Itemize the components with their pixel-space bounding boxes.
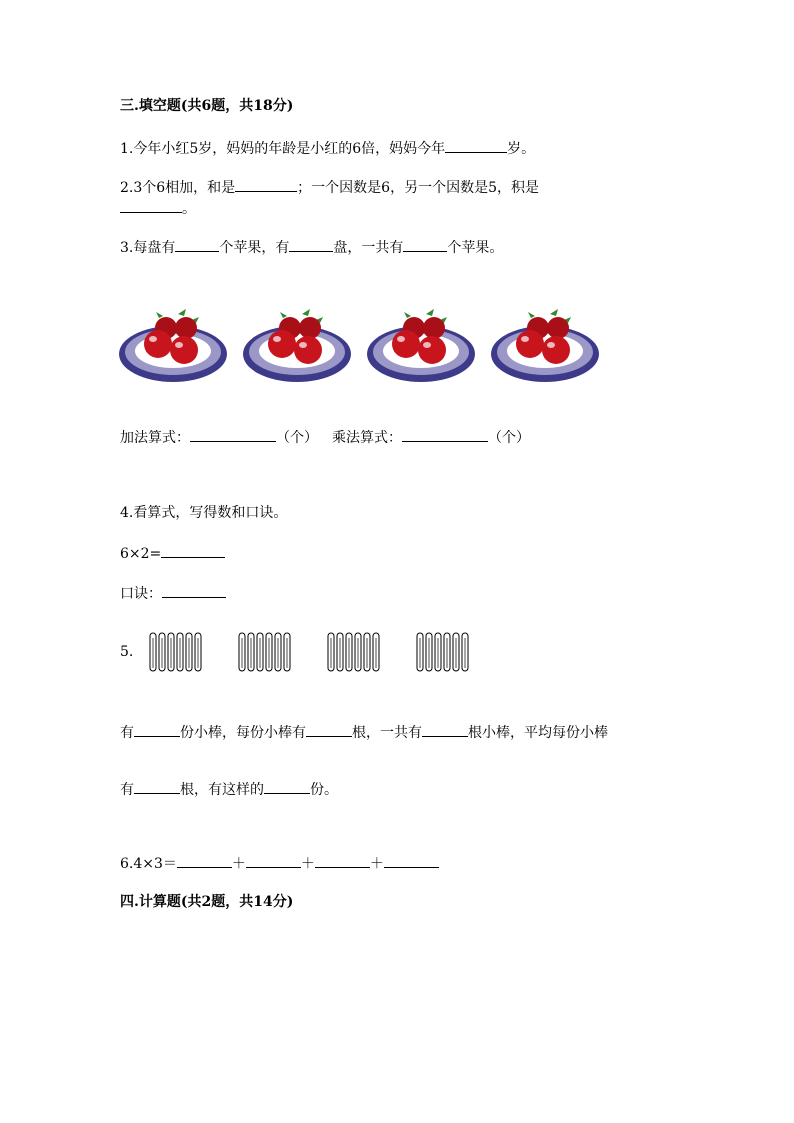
addition-blank[interactable] — [190, 427, 276, 442]
answer-blank[interactable] — [161, 543, 225, 558]
answer-blank[interactable] — [306, 722, 352, 737]
question-4-equation — [120, 543, 225, 563]
answer-blank[interactable] — [175, 237, 219, 252]
question-4: 4.看算式，写得数和口诀。 — [120, 505, 288, 521]
q5-text: 根，一共有 — [352, 725, 422, 741]
question-1-text: 1.今年小红5岁，妈妈的年龄是小红的6倍，妈妈今年 — [120, 141, 446, 157]
answer-blank[interactable] — [445, 138, 507, 153]
question-6 — [120, 853, 439, 873]
stick-group — [415, 632, 473, 672]
q5-text: 份。 — [310, 782, 338, 798]
answer-blank[interactable] — [120, 198, 182, 213]
answer-blank[interactable] — [162, 583, 226, 598]
q5-text: 有 — [120, 725, 134, 741]
question-3-text-3: 盘，一共有 — [333, 240, 404, 256]
multiplication-unit: （个） — [488, 430, 530, 446]
answer-blank[interactable] — [384, 853, 439, 868]
question-2-text: 2.3个6相加，和是 — [120, 180, 236, 196]
answer-blank[interactable] — [315, 853, 370, 868]
question-2-end: 。 — [182, 201, 196, 217]
question-1-unit: 岁。 — [507, 141, 536, 157]
stick-group — [237, 632, 295, 672]
question-5-line-1 — [120, 722, 608, 742]
question-2-line-2 — [120, 198, 196, 218]
apple-plate — [242, 306, 352, 386]
question-2 — [120, 177, 539, 197]
question-3 — [120, 237, 503, 257]
answer-blank[interactable] — [289, 237, 333, 252]
question-5-line-2 — [120, 779, 338, 799]
answer-blank[interactable] — [246, 853, 301, 868]
q5-text: 份小棒，每份小棒有 — [180, 725, 306, 741]
q5-text: 根小棒，平均每份小棒 — [468, 725, 608, 741]
apple-plate — [118, 306, 228, 386]
answer-blank[interactable] — [134, 779, 180, 794]
q6-text: 6.4×3＝ — [120, 856, 177, 872]
plus-sign: ＋ — [231, 856, 246, 872]
multiplication-blank[interactable] — [402, 427, 488, 442]
question-4-rhyme — [120, 583, 226, 603]
question-2-text-2: ；一个因数是6，另一个因数是5，积是 — [297, 180, 539, 196]
addition-unit: （个） — [276, 430, 318, 446]
multiplication-label: 乘法算式： — [332, 430, 402, 446]
question-1 — [120, 138, 535, 158]
question-5-number: 5. — [120, 644, 134, 660]
question-3-text-4: 个苹果。 — [447, 240, 504, 256]
apple-plate — [366, 306, 476, 386]
stick-group — [148, 632, 206, 672]
plus-sign: ＋ — [369, 856, 384, 872]
question-3-equations — [120, 427, 530, 447]
answer-blank[interactable] — [264, 779, 310, 794]
q5-text: 根，有这样的 — [180, 782, 264, 798]
question-3-text-2: 个苹果，有 — [219, 240, 290, 256]
section-heading-fill-blanks: 三.填空题(共6题，共18分) — [120, 98, 294, 114]
stick-group — [326, 632, 384, 672]
q5-text: 有 — [120, 782, 134, 798]
section-heading-calculation: 四.计算题(共2题，共14分) — [120, 894, 294, 910]
plus-sign: ＋ — [300, 856, 315, 872]
answer-blank[interactable] — [134, 722, 180, 737]
answer-blank[interactable] — [422, 722, 468, 737]
answer-blank[interactable] — [235, 177, 297, 192]
answer-blank[interactable] — [403, 237, 447, 252]
equation-text: 6×2= — [120, 546, 162, 562]
addition-label: 加法算式： — [120, 430, 190, 446]
answer-blank[interactable] — [177, 853, 232, 868]
rhyme-label: 口诀： — [120, 586, 162, 602]
question-3-text: 3.每盘有 — [120, 240, 176, 256]
apple-plate — [490, 306, 600, 386]
